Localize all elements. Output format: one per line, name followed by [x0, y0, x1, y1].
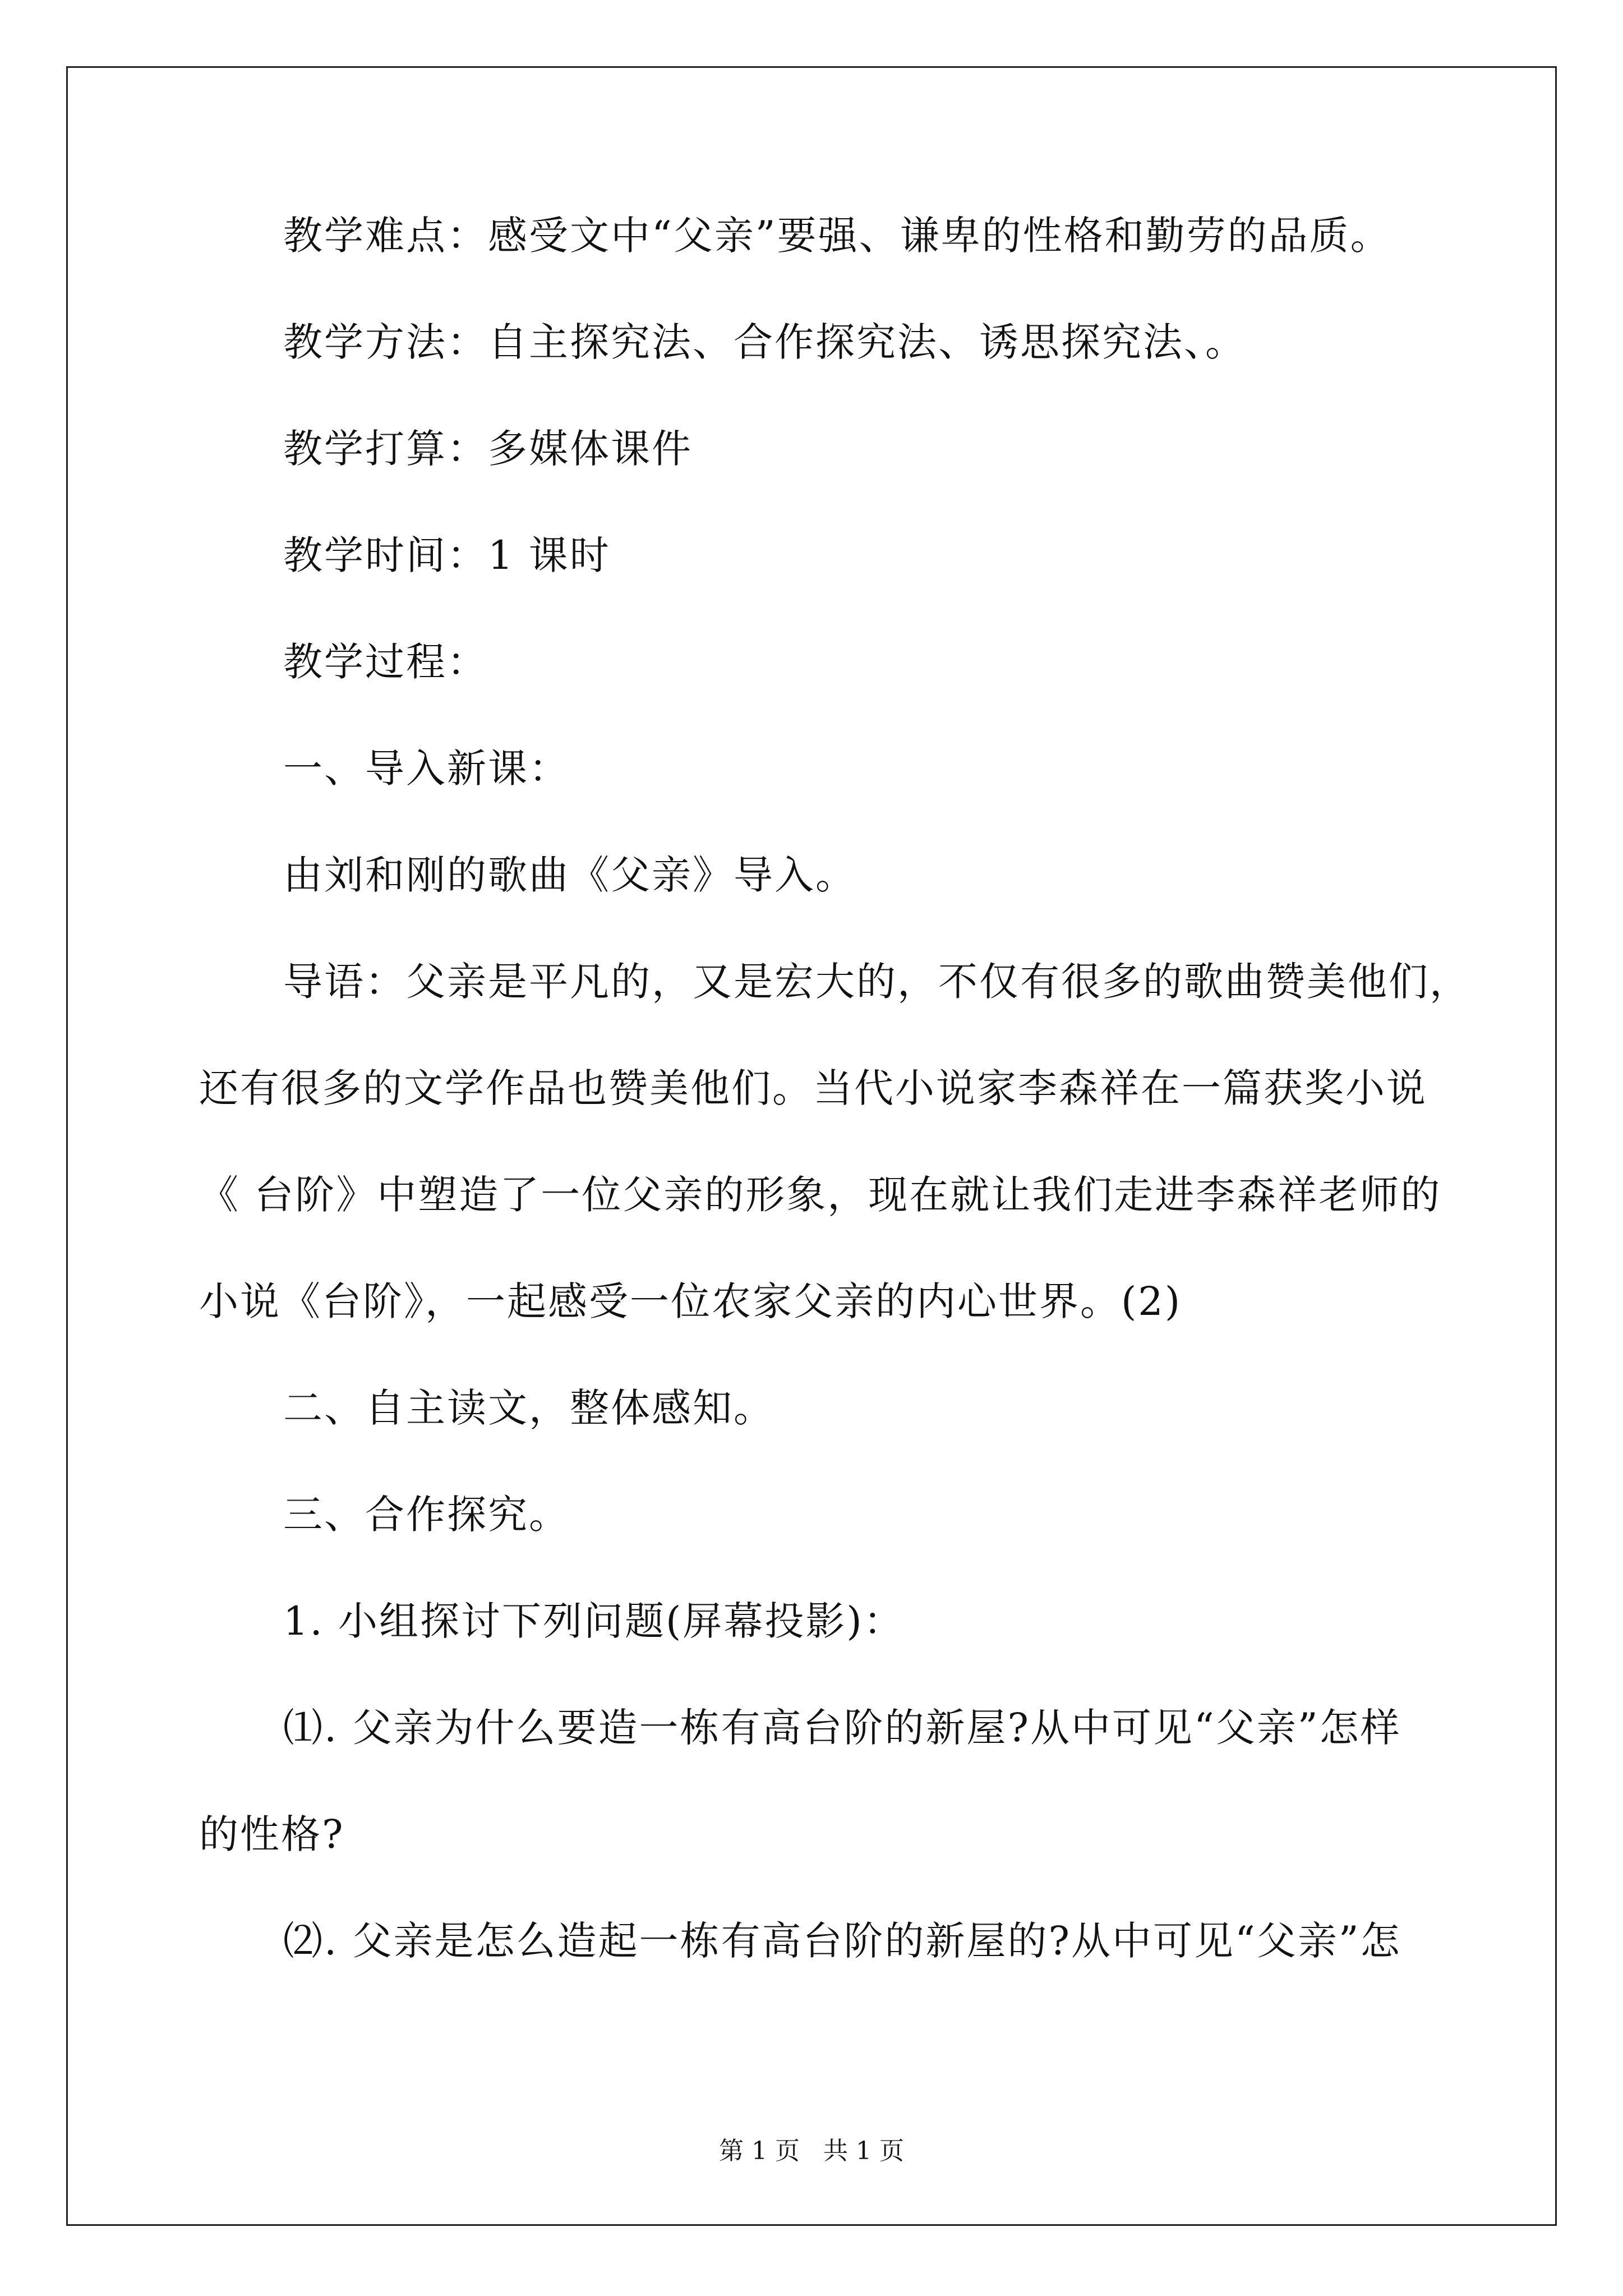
page-total-label: 共 1 页 [823, 2137, 904, 2165]
page-number-label: 第 1 页 [719, 2137, 800, 2165]
text-line-question-1: ⑴. 父亲为什么要造一栋有高台阶的新屋?从中可见“父亲”怎样 [283, 1705, 1401, 1751]
text-line-guide-4: 小说《台阶》，一起感受一位农家父亲的内心世界。(2) [199, 1278, 1182, 1324]
text-line-difficulty: 教学难点：感受文中“父亲”要强、谦卑的性格和勤劳的品质。 [283, 213, 1391, 259]
page-footer [0, 2134, 1623, 2168]
text-line-guide-3: 《 台阶》中塑造了一位父亲的形象，现在就让我们走进李森祥老师的 [199, 1172, 1442, 1218]
text-line-song: 由刘和刚的歌曲《父亲》导入。 [283, 852, 856, 898]
text-line-question-2: ⑵. 父亲是怎么造起一栋有高台阶的新屋的?从中可见“父亲”怎 [283, 1918, 1401, 1964]
text-line-guide-2: 还有很多的文学作品也赞美他们。当代小说家李森祥在一篇获奖小说 [199, 1065, 1427, 1111]
text-line-discussion: 1. 小组探讨下列问题(屏幕投影)： [283, 1598, 905, 1644]
text-line-preparation: 教学打算：多媒体课件 [283, 426, 693, 472]
text-line-process: 教学过程： [283, 639, 488, 685]
text-line-question-1-cont: 的性格? [199, 1811, 345, 1857]
section-heading-inquiry: 三、合作探究。 [283, 1492, 570, 1538]
text-line-method: 教学方法：自主探究法、合作探究法、诱思探究法、。 [283, 319, 1246, 365]
text-line-time: 教学时间：1 课时 [283, 532, 611, 578]
text-line-guide-1: 导语：父亲是平凡的，又是宏大的，不仅有很多的歌曲赞美他们， [283, 959, 1470, 1005]
page-border [66, 66, 1557, 2226]
section-heading-intro: 一、导入新课： [283, 746, 570, 792]
section-heading-reading: 二、自主读文，整体感知。 [283, 1385, 774, 1431]
